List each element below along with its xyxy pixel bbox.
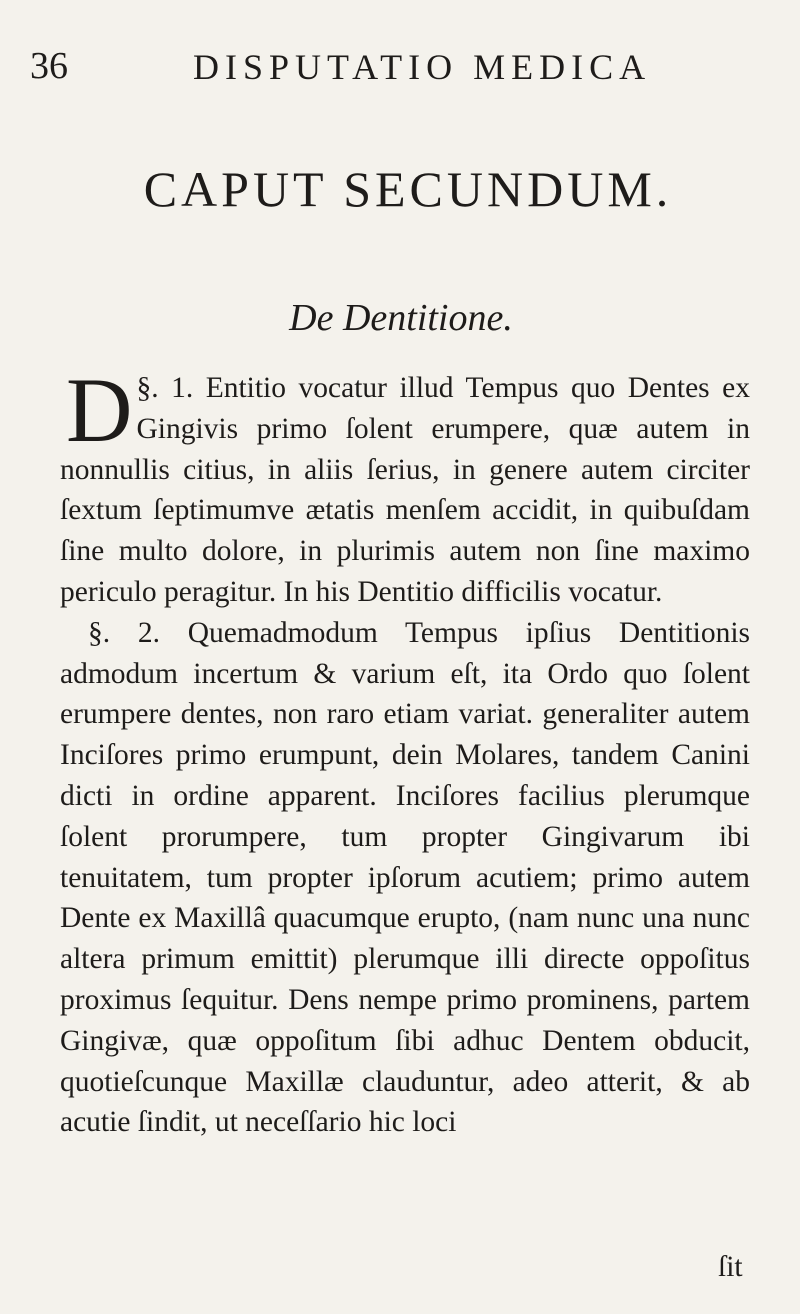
drop-cap: D	[66, 359, 133, 461]
paragraph-1-text: Entitio vocatur illud Tempus quo Dentes ex Gingivis primo ſolent erumpere, quæ autem in nonnullis citius, in aliis ſerius, in genere autem circiter ſextum ſeptimumve ætatis menſem accidit, in quibuſdam ſine multo dolore, in plurimis autem non ſine maximo periculo peragitur. In his Dentitio difficilis vocatur.	[60, 372, 750, 608]
paragraph-2-text: Quemadmodum Tempus ipſius Dentitionis admodum incertum & varium eſt, ita Ordo quo ſolent erumpere dentes, non raro etiam variat. generaliter autem Inciſores primo erumpunt, dein Molares, tandem Canini dicti in ordine apparent. Inciſores facilius plerumque ſolent prorumpere, tum propter Gingivarum ibi tenuitatem, tum propter ipſorum acutiem; primo autem Dente ex Maxillâ quacumque erupto, (nam nunc una nunc altera primum emittit) plerumque illi directe oppoſitus proximus ſequitur. Dens nempe primo prominens, partem Gingivæ, quæ oppoſitum ſibi adhuc Dentem obducit, quotieſcunque Maxillæ clauduntur, adeo atterit, & ab acutie ſindit, ut neceſſario hic loci	[60, 616, 751, 1139]
paragraph-2	[60, 613, 750, 1143]
page-number: 36	[30, 45, 68, 87]
section-mark-2: §. 2.	[88, 616, 160, 649]
catchword: ſit	[718, 1251, 743, 1283]
chapter-subtitle: De Dentitione.	[289, 297, 513, 339]
paragraph-1	[60, 359, 750, 613]
running-title: DISPUTATIO MEDICA	[193, 47, 652, 87]
body-text	[60, 359, 751, 1143]
section-mark-1: §. 1.	[136, 372, 194, 404]
chapter-title: CAPUT SECUNDUM.	[143, 161, 673, 217]
page-header	[0, 40, 800, 90]
